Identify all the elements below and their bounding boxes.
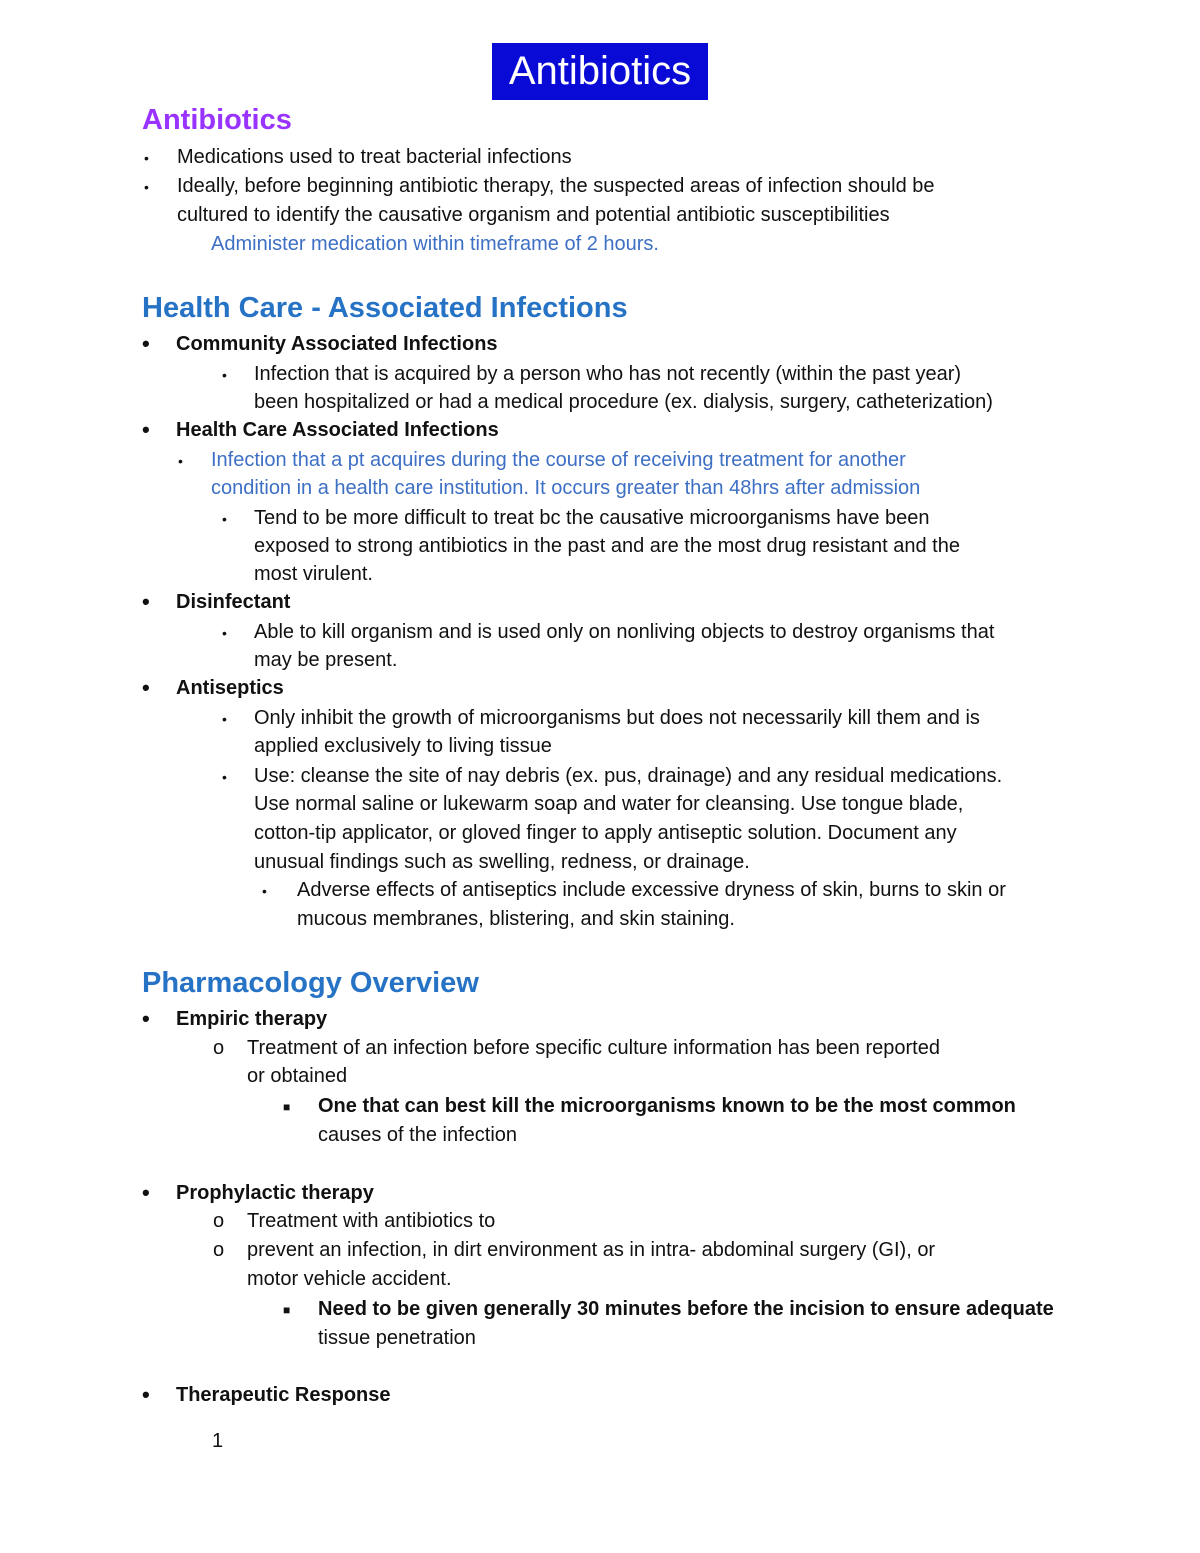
- list-item-continuation: tissue penetration: [318, 1327, 476, 1349]
- bullet-icon: •: [178, 453, 183, 469]
- list-item: Need to be given generally 30 minutes before the incision to ensure adequate: [318, 1298, 1054, 1320]
- page-number: 1: [212, 1430, 224, 1452]
- document-title: Antibiotics: [492, 43, 708, 100]
- list-item: Medications used to treat bacterial infections: [177, 146, 572, 168]
- bullet-icon: •: [142, 417, 150, 442]
- list-item-continuation: been hospitalized or had a medical procedure (ex. dialysis, surgery, catheterization): [254, 391, 993, 413]
- bullet-icon: •: [262, 883, 267, 899]
- circle-bullet-icon: o: [213, 1210, 225, 1232]
- bullet-icon: •: [144, 150, 149, 166]
- bullet-icon: •: [142, 675, 150, 700]
- bullet-icon: •: [222, 511, 227, 527]
- list-item: Able to kill organism and is used only on nonliving objects to destroy organisms that: [254, 621, 995, 643]
- bullet-icon: •: [222, 711, 227, 727]
- term-label: Prophylactic therapy: [176, 1182, 374, 1204]
- list-item: Infection that is acquired by a person who has not recently (within the past year): [254, 363, 962, 385]
- square-bullet-icon: ■: [283, 1100, 291, 1114]
- term-label: Disinfectant: [176, 591, 291, 613]
- bullet-icon: •: [222, 769, 227, 785]
- circle-bullet-icon: o: [213, 1037, 225, 1059]
- section-heading-pharmacology: Pharmacology Overview: [142, 967, 479, 999]
- bullet-icon: •: [142, 1180, 150, 1205]
- list-item: One that can best kill the microorganisms known to be the most common: [318, 1095, 1016, 1117]
- section-heading-hai: Health Care - Associated Infections: [142, 292, 628, 324]
- section-heading-antibiotics: Antibiotics: [142, 104, 292, 136]
- list-item: Only inhibit the growth of microorganisms but does not necessarily kill them and is: [254, 707, 980, 729]
- list-item-continuation: may be present.: [254, 649, 398, 671]
- list-item-continuation: motor vehicle accident.: [247, 1268, 452, 1290]
- list-item-continuation: Use normal saline or lukewarm soap and water for cleansing. Use tongue blade,: [254, 793, 964, 815]
- note-text: Administer medication within timeframe of 2 hours.: [211, 233, 659, 255]
- bullet-icon: •: [222, 367, 227, 383]
- list-item-continuation: most virulent.: [254, 563, 373, 585]
- list-item-continuation: cultured to identify the causative organism and potential antibiotic susceptibilities: [177, 204, 890, 226]
- list-item-continuation: cotton-tip applicator, or gloved finger to apply antiseptic solution. Document any: [254, 822, 957, 844]
- list-item-continuation: applied exclusively to living tissue: [254, 735, 552, 757]
- bullet-icon: •: [222, 625, 227, 641]
- term-label: Therapeutic Response: [176, 1384, 391, 1406]
- bullet-icon: •: [142, 589, 150, 614]
- square-bullet-icon: ■: [283, 1303, 291, 1317]
- list-item-continuation: unusual findings such as swelling, redness, or drainage.: [254, 851, 750, 873]
- circle-bullet-icon: o: [213, 1239, 225, 1261]
- list-item-continuation: exposed to strong antibiotics in the past and are the most drug resistant and the: [254, 535, 960, 557]
- list-item: prevent an infection, in dirt environment as in intra- abdominal surgery (GI), or: [247, 1239, 936, 1261]
- bullet-icon: •: [144, 179, 149, 195]
- list-item: Adverse effects of antiseptics include excessive dryness of skin, burns to skin or: [297, 879, 1006, 901]
- list-item-continuation: condition in a health care institution. It occurs greater than 48hrs after admission: [211, 477, 921, 499]
- term-label: Health Care Associated Infections: [176, 419, 499, 441]
- list-item: Use: cleanse the site of nay debris (ex. pus, drainage) and any residual medications.: [254, 765, 1003, 787]
- list-item: Treatment of an infection before specific culture information has been reported: [247, 1037, 940, 1059]
- list-item: Infection that a pt acquires during the course of receiving treatment for another: [211, 449, 906, 471]
- list-item: Tend to be more difficult to treat bc the causative microorganisms have been: [254, 507, 930, 529]
- bullet-icon: •: [142, 331, 150, 356]
- term-label: Antiseptics: [176, 677, 284, 699]
- bullet-icon: •: [142, 1382, 150, 1407]
- list-item-continuation: causes of the infection: [318, 1124, 518, 1146]
- list-item-continuation: or obtained: [247, 1065, 348, 1087]
- term-label: Community Associated Infections: [176, 333, 498, 355]
- bullet-icon: •: [142, 1006, 150, 1031]
- term-label: Empiric therapy: [176, 1008, 328, 1030]
- list-item-continuation: mucous membranes, blistering, and skin staining.: [297, 908, 735, 930]
- list-item: Treatment with antibiotics to: [247, 1210, 496, 1232]
- list-item: Ideally, before beginning antibiotic therapy, the suspected areas of infection should be: [177, 175, 935, 197]
